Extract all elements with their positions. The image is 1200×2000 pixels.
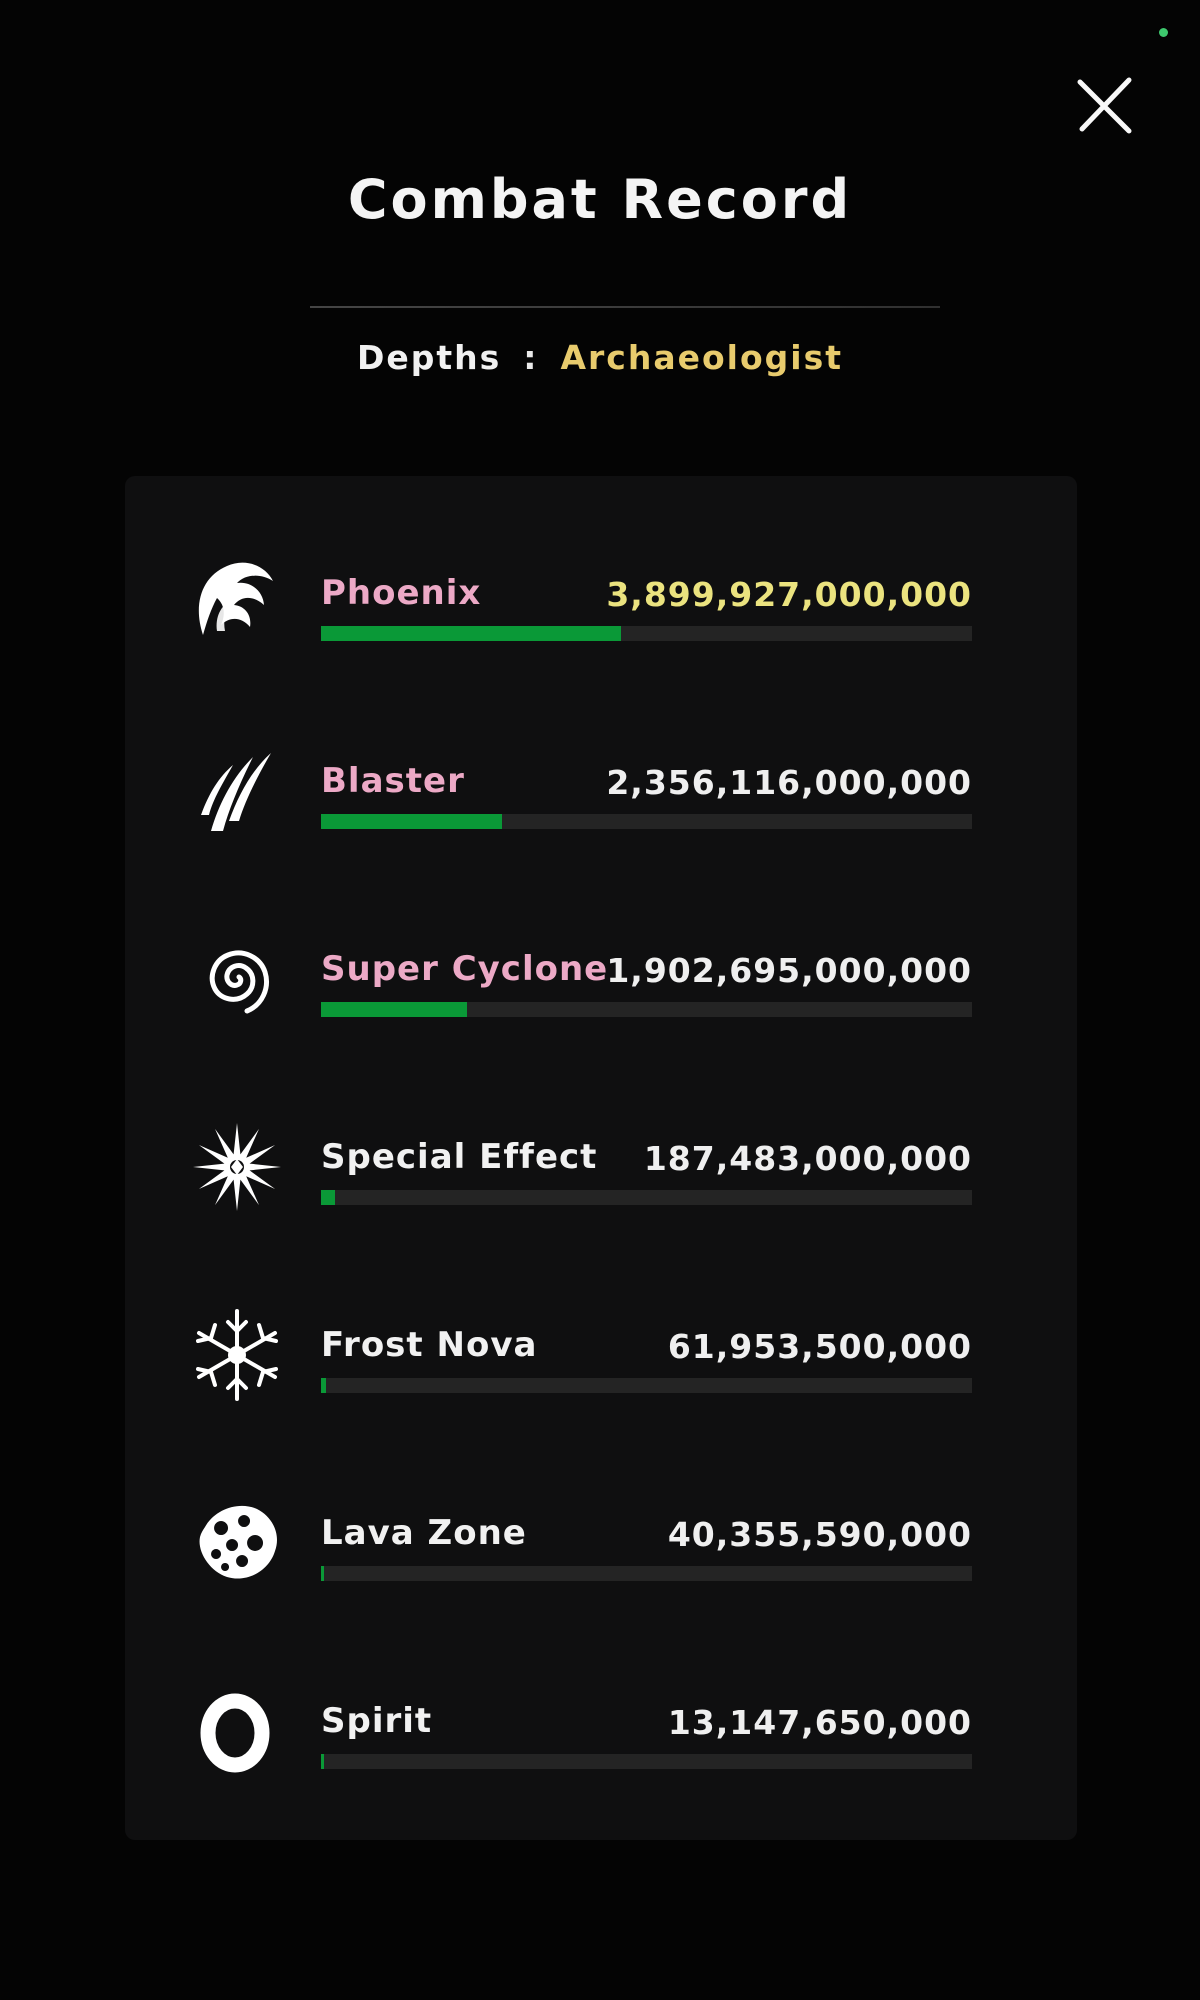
damage-bar-track — [321, 626, 972, 641]
skill-row-blaster — [125, 745, 1077, 855]
skill-damage-panel — [125, 476, 1077, 1840]
skill-damage-value: 1,902,695,000,000 — [606, 951, 972, 990]
category-line — [0, 338, 1200, 377]
claw-slashes-icon — [187, 741, 287, 841]
close-icon — [1074, 74, 1136, 139]
category-separator: : — [523, 338, 539, 377]
damage-bar-track — [321, 814, 972, 829]
skill-damage-value: 3,899,927,000,000 — [606, 575, 972, 614]
skill-row-phoenix — [125, 557, 1077, 667]
skill-row-super-cyclone — [125, 933, 1077, 1043]
damage-bar-track — [321, 1378, 972, 1393]
spiral-icon — [187, 929, 287, 1029]
category-label: Depths — [356, 338, 502, 377]
skill-damage-value: 40,355,590,000 — [667, 1515, 972, 1554]
skill-name: Phoenix — [321, 573, 482, 613]
skill-name: Frost Nova — [321, 1325, 538, 1365]
skill-name: Spirit — [321, 1701, 433, 1741]
damage-bar-fill — [321, 1566, 324, 1581]
damage-bar-track — [321, 1190, 972, 1205]
skill-name: Super Cyclone — [321, 949, 609, 989]
skill-damage-value: 187,483,000,000 — [643, 1139, 972, 1178]
skill-row-lava-zone — [125, 1497, 1077, 1607]
page-title: Combat Record — [347, 168, 853, 231]
skill-row-special-effect — [125, 1121, 1077, 1231]
skill-name: Special Effect — [321, 1137, 598, 1177]
status-dot-icon — [1159, 28, 1168, 37]
damage-bar-fill — [321, 1754, 324, 1769]
category-value: Archaeologist — [560, 338, 844, 377]
skill-damage-value: 2,356,116,000,000 — [606, 763, 972, 802]
damage-bar-fill — [321, 1378, 326, 1393]
starburst-icon — [187, 1117, 287, 1217]
wave-icon — [187, 553, 287, 653]
skill-name: Blaster — [321, 761, 465, 801]
damage-bar-fill — [321, 814, 502, 829]
ring-icon — [187, 1681, 287, 1781]
skill-row-frost-nova — [125, 1309, 1077, 1419]
damage-bar-fill — [321, 1190, 335, 1205]
close-button[interactable] — [1065, 66, 1145, 146]
snowflake-icon — [187, 1305, 287, 1405]
damage-bar-track — [321, 1754, 972, 1769]
damage-bar-fill — [321, 626, 621, 641]
lava-rock-icon — [187, 1493, 287, 1593]
damage-bar-track — [321, 1566, 972, 1581]
skill-damage-value: 61,953,500,000 — [667, 1327, 972, 1366]
header-divider — [310, 306, 940, 308]
skill-damage-value: 13,147,650,000 — [667, 1703, 972, 1742]
skill-name: Lava Zone — [321, 1513, 527, 1553]
damage-bar-track — [321, 1002, 972, 1017]
damage-bar-fill — [321, 1002, 467, 1017]
skill-row-spirit — [125, 1685, 1077, 1795]
